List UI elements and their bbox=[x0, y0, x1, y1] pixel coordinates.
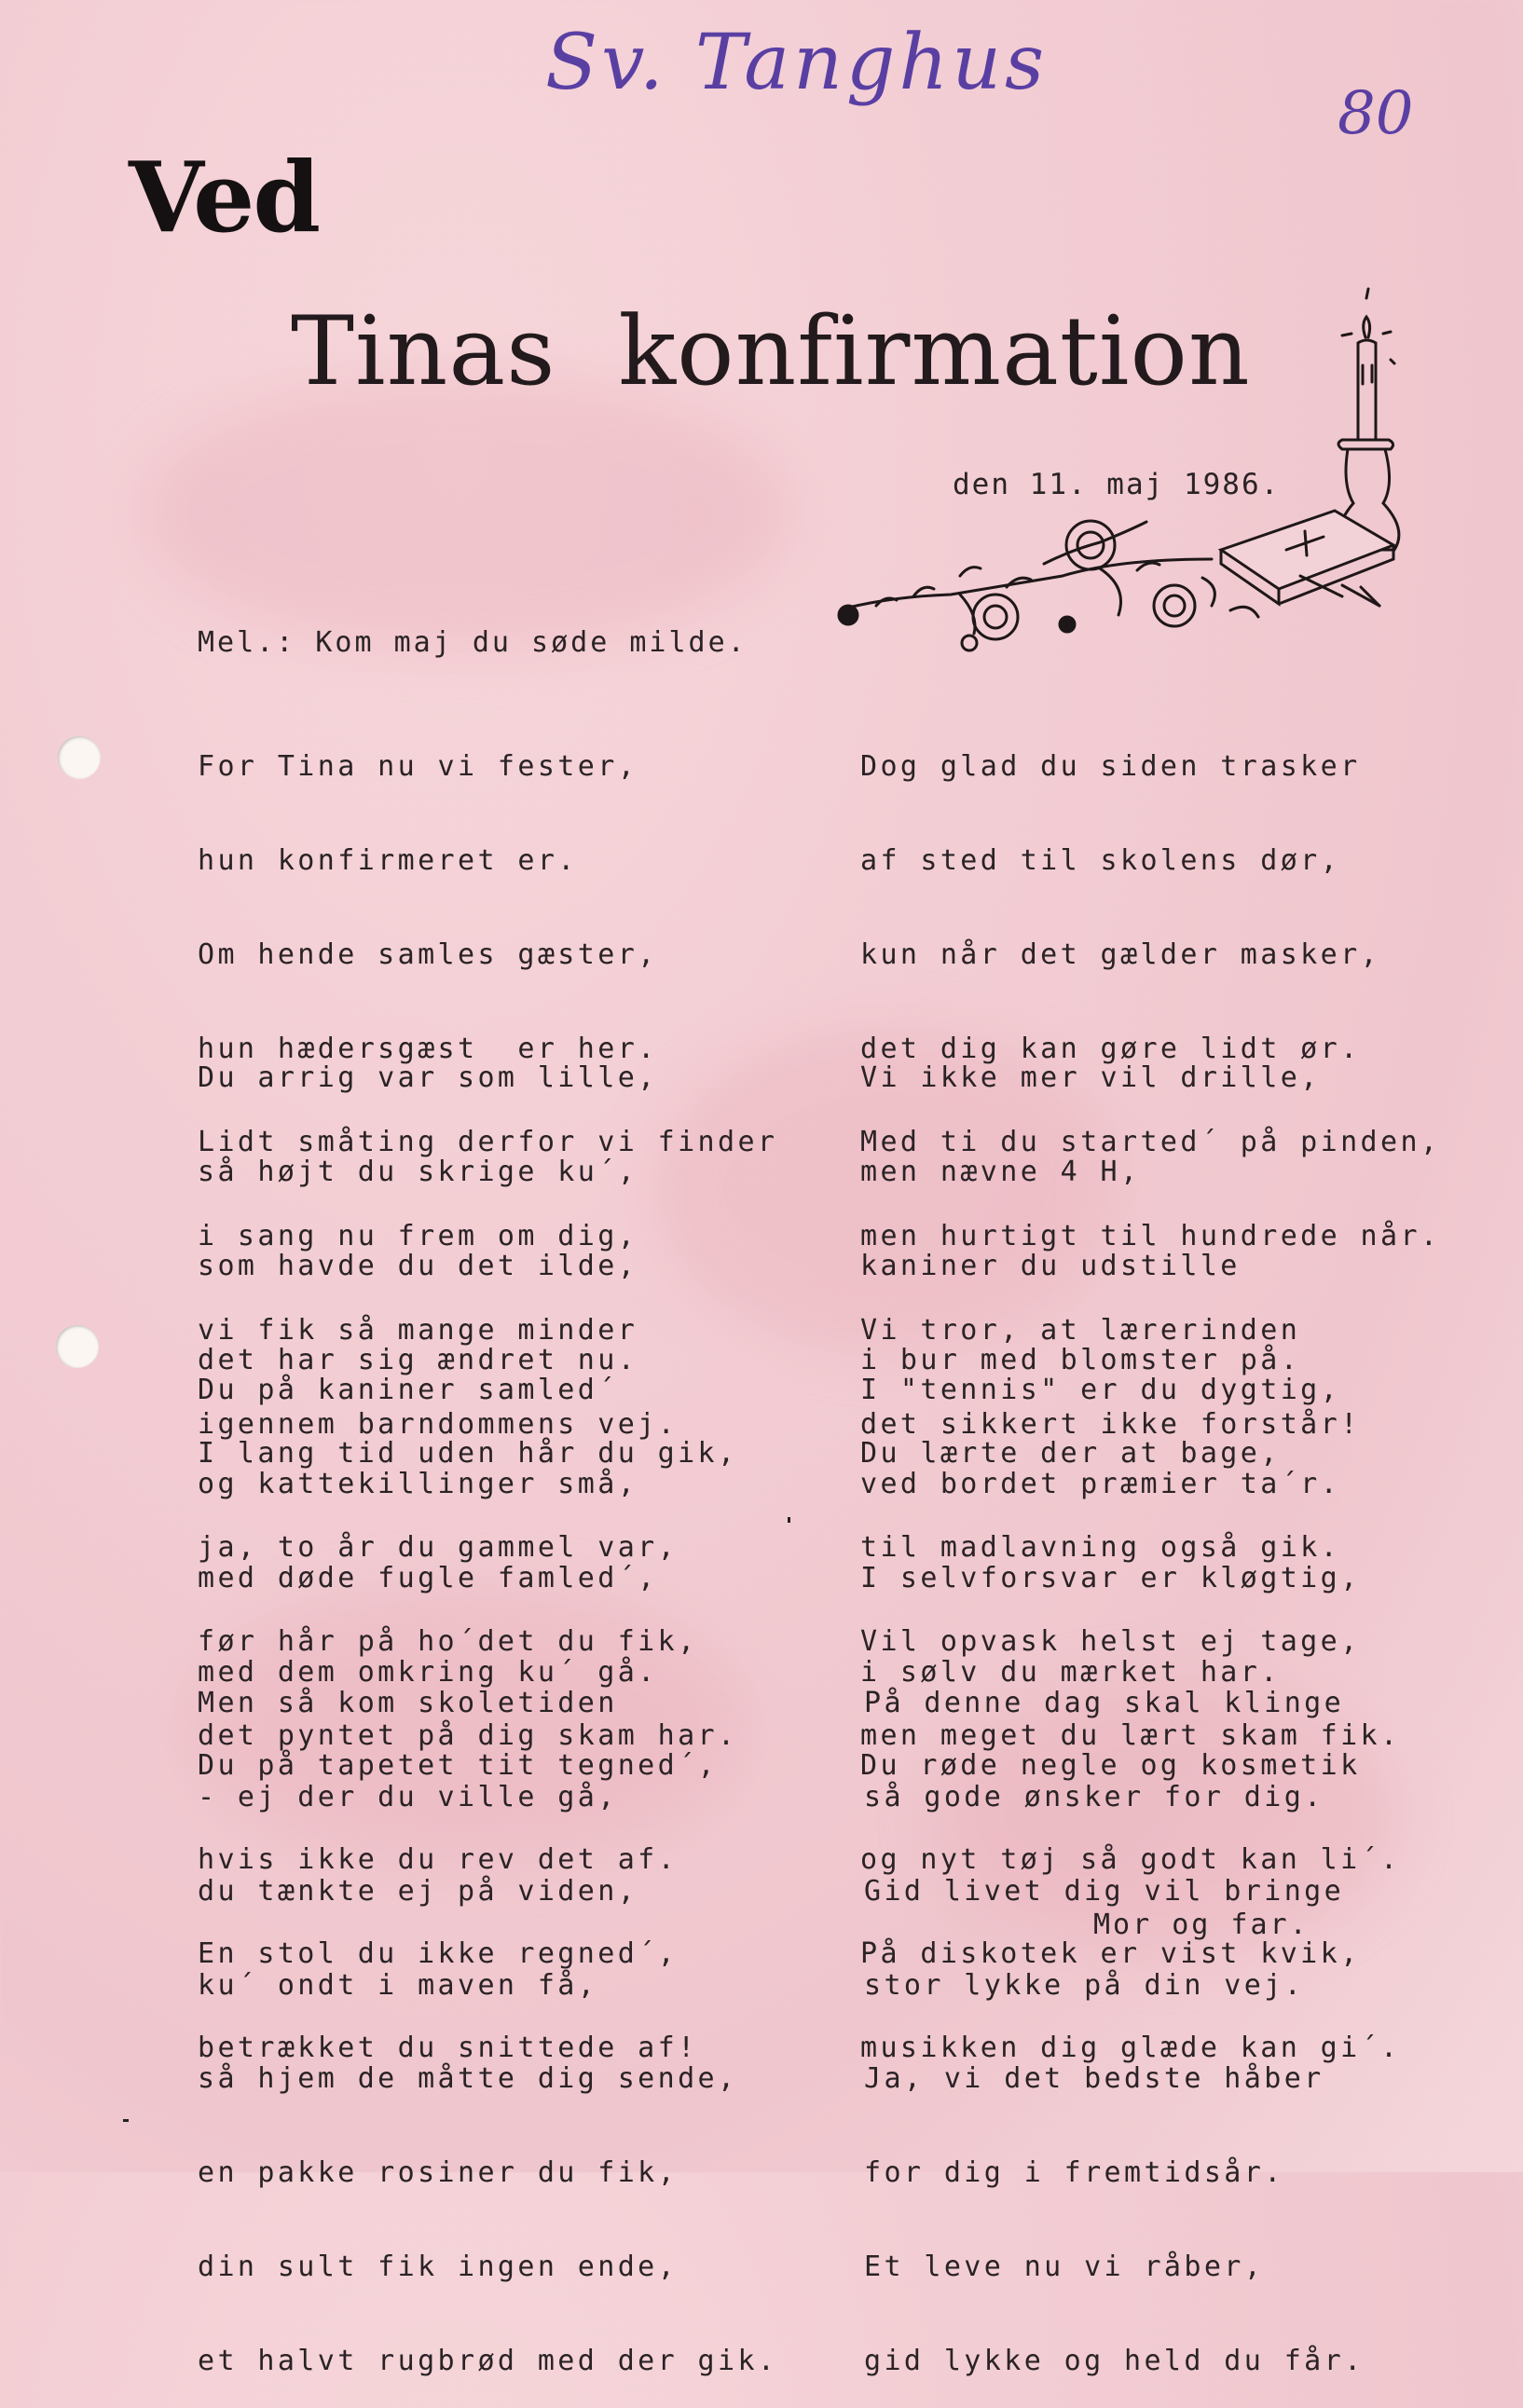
verse-line: som havde du det ilde, bbox=[198, 1249, 638, 1282]
verse-line: så hjem de måtte dig sende, bbox=[198, 2062, 738, 2096]
verse-line: Du på tapetet tit tegned´, bbox=[198, 1749, 718, 1783]
verse-line: med døde fugle famled´, bbox=[198, 1561, 658, 1594]
verse-line: i sølv du mærket har. bbox=[860, 1655, 1281, 1689]
verse-line: og nyt tøj så godt kan li´. bbox=[860, 1843, 1401, 1877]
verse-line: vi fik så mange minder bbox=[198, 1313, 638, 1347]
verse-line: kun når det gælder masker, bbox=[860, 937, 1380, 971]
verse-line: Du røde negle og kosmetik bbox=[860, 1749, 1361, 1783]
verse-line: For Tina nu vi fester, bbox=[198, 750, 638, 784]
punch-hole bbox=[58, 736, 101, 779]
verse-line: din sult fik ingen ende, bbox=[198, 2250, 679, 2283]
scan-mark bbox=[123, 2119, 129, 2122]
handwritten-note: Sv. Tanghus bbox=[545, 19, 1049, 107]
stanza-left-4 bbox=[198, 1625, 777, 2408]
verse-line: men nævne 4 H, bbox=[860, 1155, 1141, 1188]
verse-line: Vi tror, at lærerinden bbox=[860, 1313, 1301, 1347]
verse-line: stor lykke på din vej. bbox=[864, 1968, 1305, 2002]
verse-line: så gode ønsker for dig. bbox=[864, 1780, 1324, 1813]
verse-line: Et leve nu vi råber, bbox=[864, 2250, 1265, 2283]
verse-line: det har sig ændret nu. bbox=[198, 1343, 638, 1376]
verse-line: Ja, vi det bedste håber bbox=[864, 2062, 1324, 2096]
verse-line: Du på kaniner samled´ bbox=[198, 1374, 618, 1407]
verse-line: du tænkte ej på viden, bbox=[198, 1874, 638, 1908]
verse-line: gid lykke og held du får. bbox=[864, 2344, 1365, 2377]
verse-line: hun hædersgæst er her. bbox=[198, 1032, 658, 1065]
verse-line: Du lærte der at bage, bbox=[860, 1437, 1281, 1471]
verse-line: Men så kom skoletiden bbox=[198, 1687, 618, 1720]
verse-line: det dig kan gøre lidt ør. bbox=[860, 1032, 1361, 1065]
verse-line: ku´ ondt i maven få, bbox=[198, 1968, 598, 2002]
verse-line: det pyntet på dig skam har. bbox=[198, 1718, 738, 1752]
bible-icon bbox=[1221, 511, 1393, 606]
verse-line: På denne dag skal klinge bbox=[864, 1687, 1345, 1720]
signature: Mor og far. bbox=[1093, 1909, 1310, 1941]
verse-line: det sikkert ikke forstår! bbox=[860, 1407, 1361, 1441]
verse-line: Vi ikke mer vil drille, bbox=[860, 1061, 1321, 1095]
verse-line: I "tennis" er du dygtig, bbox=[860, 1374, 1341, 1407]
verse-line: hun konfirmeret er. bbox=[198, 843, 578, 877]
scan-mark bbox=[788, 1517, 790, 1523]
verse-line: betrækket du snittede af! bbox=[198, 2031, 698, 2064]
handwritten-number: 80 bbox=[1338, 79, 1414, 148]
verse-line: I lang tid uden hår du gik, bbox=[198, 1437, 738, 1471]
verse-line: Med ti du started´ på pinden, bbox=[860, 1126, 1441, 1159]
verse-line: igennem barndommens vej. bbox=[198, 1407, 679, 1441]
verse-line: et halvt rugbrød med der gik. bbox=[198, 2344, 778, 2377]
verse-line: ja, to år du gammel var, bbox=[198, 1531, 679, 1565]
verse-line: og kattekillinger små, bbox=[198, 1467, 638, 1500]
verse-line: til madlavning også gik. bbox=[860, 1531, 1341, 1565]
verse-line: Du arrig var som lille, bbox=[198, 1061, 658, 1095]
verse-line: ved bordet præmier ta´r. bbox=[860, 1467, 1341, 1500]
title-line-1: Ved bbox=[129, 140, 320, 254]
punch-hole bbox=[56, 1325, 99, 1368]
verse-line: for dig i fremtidsår. bbox=[864, 2156, 1284, 2190]
date: den 11. maj 1986. bbox=[953, 468, 1281, 501]
verse-line: Vil opvask helst ej tage, bbox=[860, 1624, 1361, 1658]
page-title: Tinas konfirmation bbox=[291, 296, 1251, 407]
verse-line: men meget du lært skam fik. bbox=[860, 1718, 1401, 1752]
verse-line: - ej der du ville gå, bbox=[198, 1780, 618, 1813]
verse-line: I selvforsvar er kløgtig, bbox=[860, 1561, 1361, 1594]
verse-line: i sang nu frem om dig, bbox=[198, 1220, 638, 1253]
verse-line: af sted til skolens dør, bbox=[860, 843, 1341, 877]
verse-line: hvis ikke du rev det af. bbox=[198, 1843, 679, 1877]
verse-line: men hurtigt til hundrede når. bbox=[860, 1220, 1441, 1253]
verse-line: så højt du skrige ku´, bbox=[198, 1155, 638, 1188]
candle-icon bbox=[1338, 289, 1399, 550]
verse-line: En stol du ikke regned´, bbox=[198, 1936, 679, 1970]
verse-line: Gid livet dig vil bringe bbox=[864, 1874, 1345, 1908]
verse-line: Om hende samles gæster, bbox=[198, 937, 658, 971]
verse-line: Dog glad du siden trasker bbox=[860, 750, 1361, 784]
melody-line: Mel.: Kom maj du søde milde. bbox=[198, 626, 748, 659]
verse-line: Lidt småting derfor vi finder bbox=[198, 1126, 778, 1159]
verse-line: På diskotek er vist kvik, bbox=[860, 1936, 1361, 1970]
verse-line: i bur med blomster på. bbox=[860, 1343, 1301, 1376]
stanza-right-4 bbox=[864, 1625, 1365, 2408]
verse-line: musikken dig glæde kan gi´. bbox=[860, 2031, 1401, 2064]
verse-line: en pakke rosiner du fik, bbox=[198, 2156, 679, 2190]
verse-line: med dem omkring ku´ gå. bbox=[198, 1655, 658, 1689]
verse-line: før hår på ho´det du fik, bbox=[198, 1624, 698, 1658]
verse-line: kaniner du udstille bbox=[860, 1249, 1241, 1282]
